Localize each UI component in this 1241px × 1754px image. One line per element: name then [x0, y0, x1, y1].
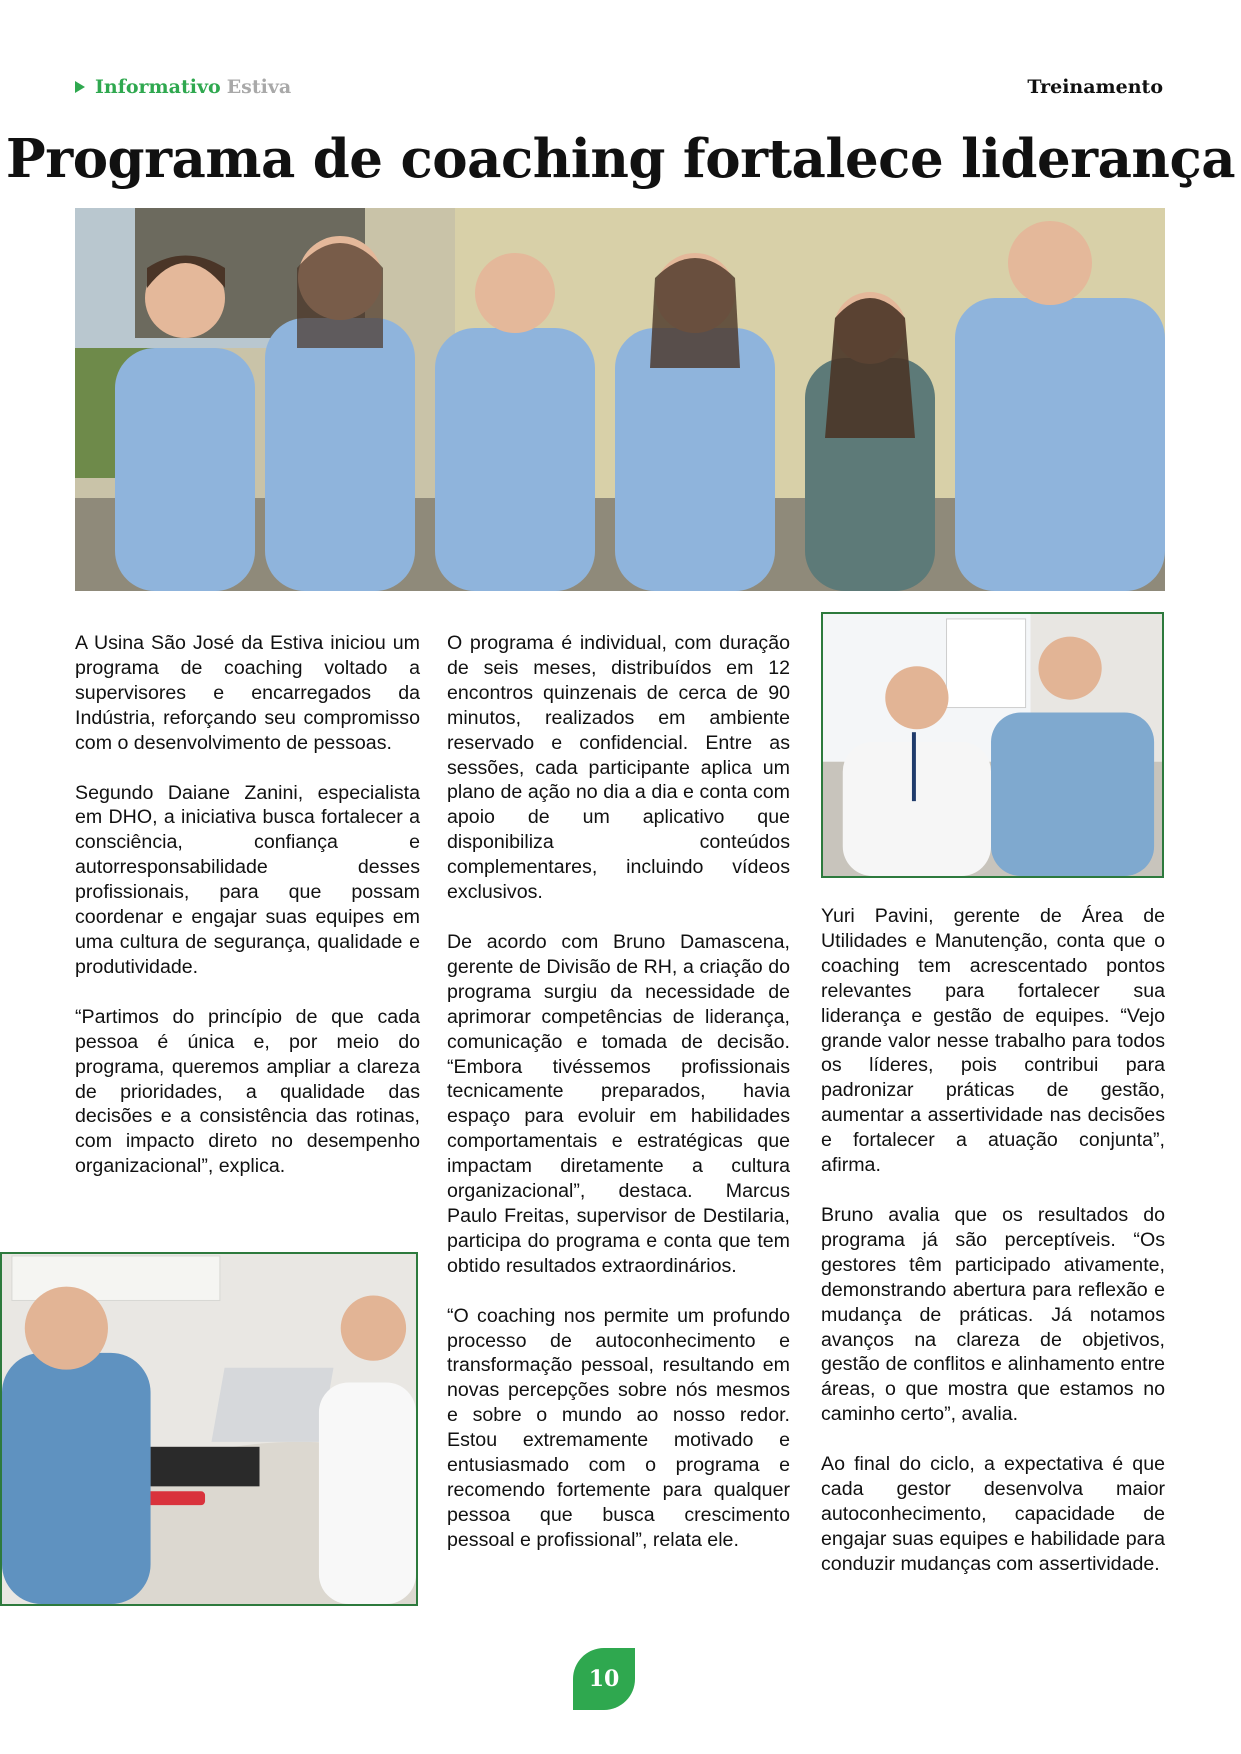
text-column-2 [447, 631, 790, 1578]
publication-name: Informativo [95, 76, 221, 98]
publication-label [75, 76, 291, 98]
publication-brand: Estiva [226, 76, 292, 98]
text-column-3 [821, 904, 1165, 1602]
paragraph: Bruno avalia que os resultados do programa já são perceptíveis. “Os gestores têm participado ativamente, demonstrando abertura para reflexão e mudança de práticas. Já notamos avanços na clareza de objetivos, gestão de conflitos e alinhamento entre áreas, o que mostra que estamos no caminho certo”, avalia. [821, 1203, 1165, 1426]
meeting-photo [0, 1252, 418, 1606]
section-label: Treinamento [1027, 76, 1163, 98]
article-title: Programa de coaching fortalece liderança [5, 128, 1236, 190]
paragraph: O programa é individual, com duração de seis meses, distribuídos em 12 encontros quinzenais de cerca de 90 minutos, realizados em ambiente reservado e confidencial. Entre as sessões, cada participante aplica um plano de ação no dia a dia e conta com apoio de um aplicativo que disponibiliza conteúdos complementares, incluindo vídeos exclusivos. [447, 632, 790, 904]
text-column-1 [75, 631, 420, 1204]
paragraph: Ao final do ciclo, a expectativa é que cada gestor desenvolva maior autoconhecimento, capacidade de engajar suas equipes e habilidade para conduzir mudanças com assertividade. [821, 1453, 1165, 1575]
page-number: 10 [573, 1648, 635, 1710]
group-photo [75, 208, 1165, 591]
paragraph: Yuri Pavini, gerente de Área de Utilidades e Manutenção, conta que o coaching tem acrescentado pontos relevantes para fortalecer sua liderança e gestão de equipes. “Vejo grande valor nesse trabalho para todos os líderes, pois contribui para padronizar práticas de gestão, aumentar a assertividade nas decisões e fortalecer a atuação conjunta”, afirma. [821, 905, 1165, 1177]
paragraph: De acordo com Bruno Damascena, gerente de Divisão de RH, a criação do programa surgiu da necessidade de aprimorar competências de liderança, comunicação e tomada de decisão. “Embora tivéssemos profissionais tecnicamente preparados, havia espaço para evoluir em habilidades comportamentais e estratégicas que impactam diretamente a cultura organizacional”, destaca. Marcus Paulo Freitas, supervisor de Destilaria, participa do programa e conta que tem obtido resultados extraordinários. [447, 930, 790, 1277]
two-men-photo [821, 612, 1164, 878]
paragraph: “Partimos do princípio de que cada pessoa é única e, por meio do programa, queremos ampliar a clareza de prioridades, a qualidade das decisões e a consistência das rotinas, com impacto direto no desempenho organizacional”, explica. [75, 1005, 420, 1178]
paragraph: Segundo Daiane Zanini, especialista em DHO, a iniciativa busca fortalecer a consciência, confiança e autorresponsabilidade desses profissionais, para que possam coordenar e engajar suas equipes em uma cultura de segurança, qualidade e produtividade. [75, 781, 420, 978]
paragraph: A Usina São José da Estiva iniciou um programa de coaching voltado a supervisores e encarregados da Indústria, reforçando seu compromisso com o desenvolvimento de pessoas. [75, 632, 420, 754]
triangle-marker-icon [75, 81, 85, 93]
paragraph: “O coaching nos permite um profundo processo de autoconhecimento e transformação pessoal, resultando em novas percepções sobre nós mesmos e sobre o mundo ao nosso redor. Estou extremamente motivado e entusiasmado com o programa e recomendo fortemente para qualquer pessoa que busca crescimento pessoal e profissional”, relata ele. [447, 1304, 790, 1551]
